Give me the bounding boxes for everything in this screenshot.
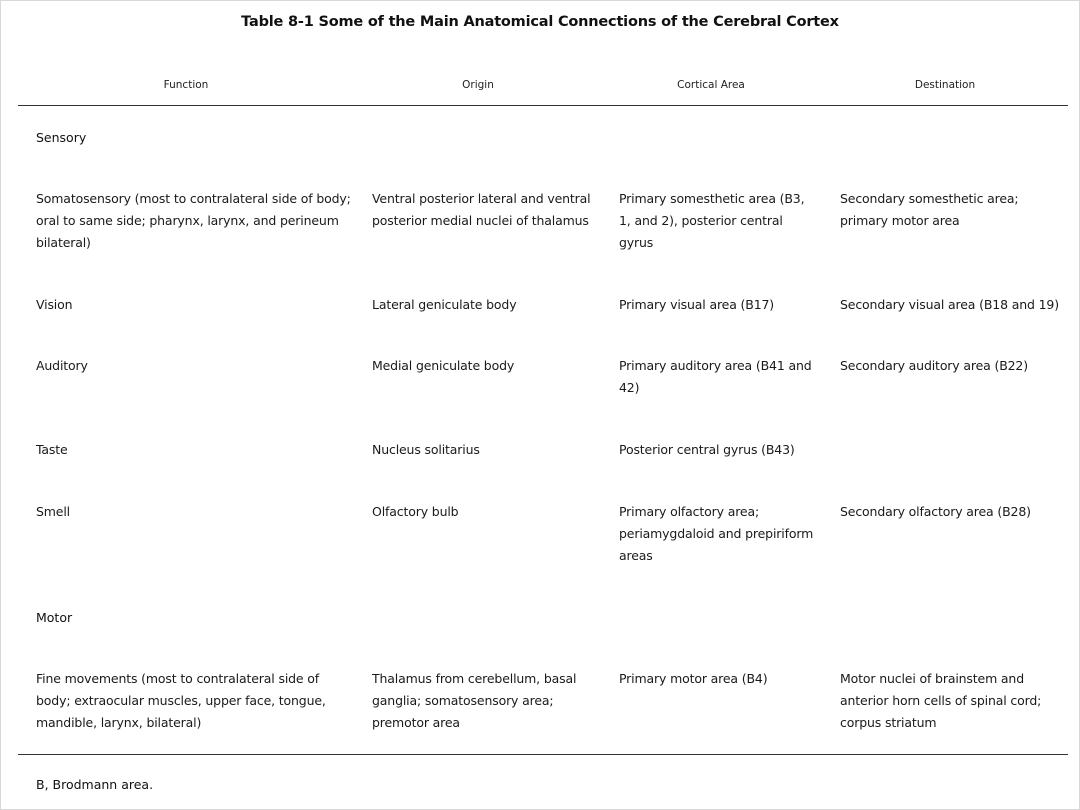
- cell-destination: Secondary visual area (B18 and 19): [840, 297, 1059, 312]
- header-origin: Origin: [462, 79, 494, 91]
- footnote: B, Brodmann area.: [36, 777, 154, 792]
- section-label-motor: Motor: [36, 610, 73, 625]
- cell-cortical-area: Primary auditory area (B41 and 42): [619, 358, 812, 395]
- cell-origin: Lateral geniculate body: [372, 297, 517, 312]
- cell-function: Fine movements (most to contralateral side of body; extraocular muscles, upper face, tongue, mandible, larynx, bilateral): [36, 671, 326, 730]
- header-rule: [18, 105, 1068, 106]
- cell-destination: Secondary olfactory area (B28): [840, 504, 1031, 519]
- cell-cortical-area: Primary somesthetic area (B3, 1, and 2), posterior central gyrus: [619, 191, 805, 250]
- cell-function: Auditory: [36, 358, 88, 373]
- section-label-sensory: Sensory: [36, 130, 87, 145]
- cell-origin: Ventral posterior lateral and ventral posterior medial nuclei of thalamus: [372, 191, 591, 228]
- header-destination: Destination: [914, 79, 976, 91]
- cell-origin: Medial geniculate body: [372, 358, 515, 373]
- cell-origin: Nucleus solitarius: [372, 442, 480, 457]
- cell-origin: Thalamus from cerebellum, basal ganglia; somatosensory area; premotor area: [372, 671, 577, 730]
- cell-cortical-area: Primary motor area (B4): [619, 671, 768, 686]
- cell-cortical-area: Primary visual area (B17): [619, 297, 775, 312]
- cell-function: Vision: [36, 297, 73, 312]
- footer-rule: [18, 754, 1068, 755]
- header-cortical-area: Cortical Area: [677, 79, 745, 91]
- cell-destination: Secondary auditory area (B22): [840, 358, 1028, 373]
- cell-cortical-area: Primary olfactory area; periamygdaloid and prepiriform areas: [619, 504, 814, 563]
- cell-origin: Olfactory bulb: [372, 504, 459, 519]
- cell-cortical-area: Posterior central gyrus (B43): [619, 442, 795, 457]
- cell-function: Somatosensory (most to contralateral side of body; oral to same side; pharynx, larynx, and perineum bilateral): [36, 191, 351, 250]
- header-function: Function: [163, 79, 209, 91]
- cell-function: Taste: [36, 442, 68, 457]
- cell-destination: Motor nuclei of brainstem and anterior horn cells of spinal cord; corpus striatum: [840, 671, 1042, 730]
- cell-destination: Secondary somesthetic area; primary motor area: [840, 191, 1019, 228]
- table-title: Table 8-1 Some of the Main Anatomical Connections of the Cerebral Cortex: [241, 14, 839, 30]
- cell-function: Smell: [36, 504, 70, 519]
